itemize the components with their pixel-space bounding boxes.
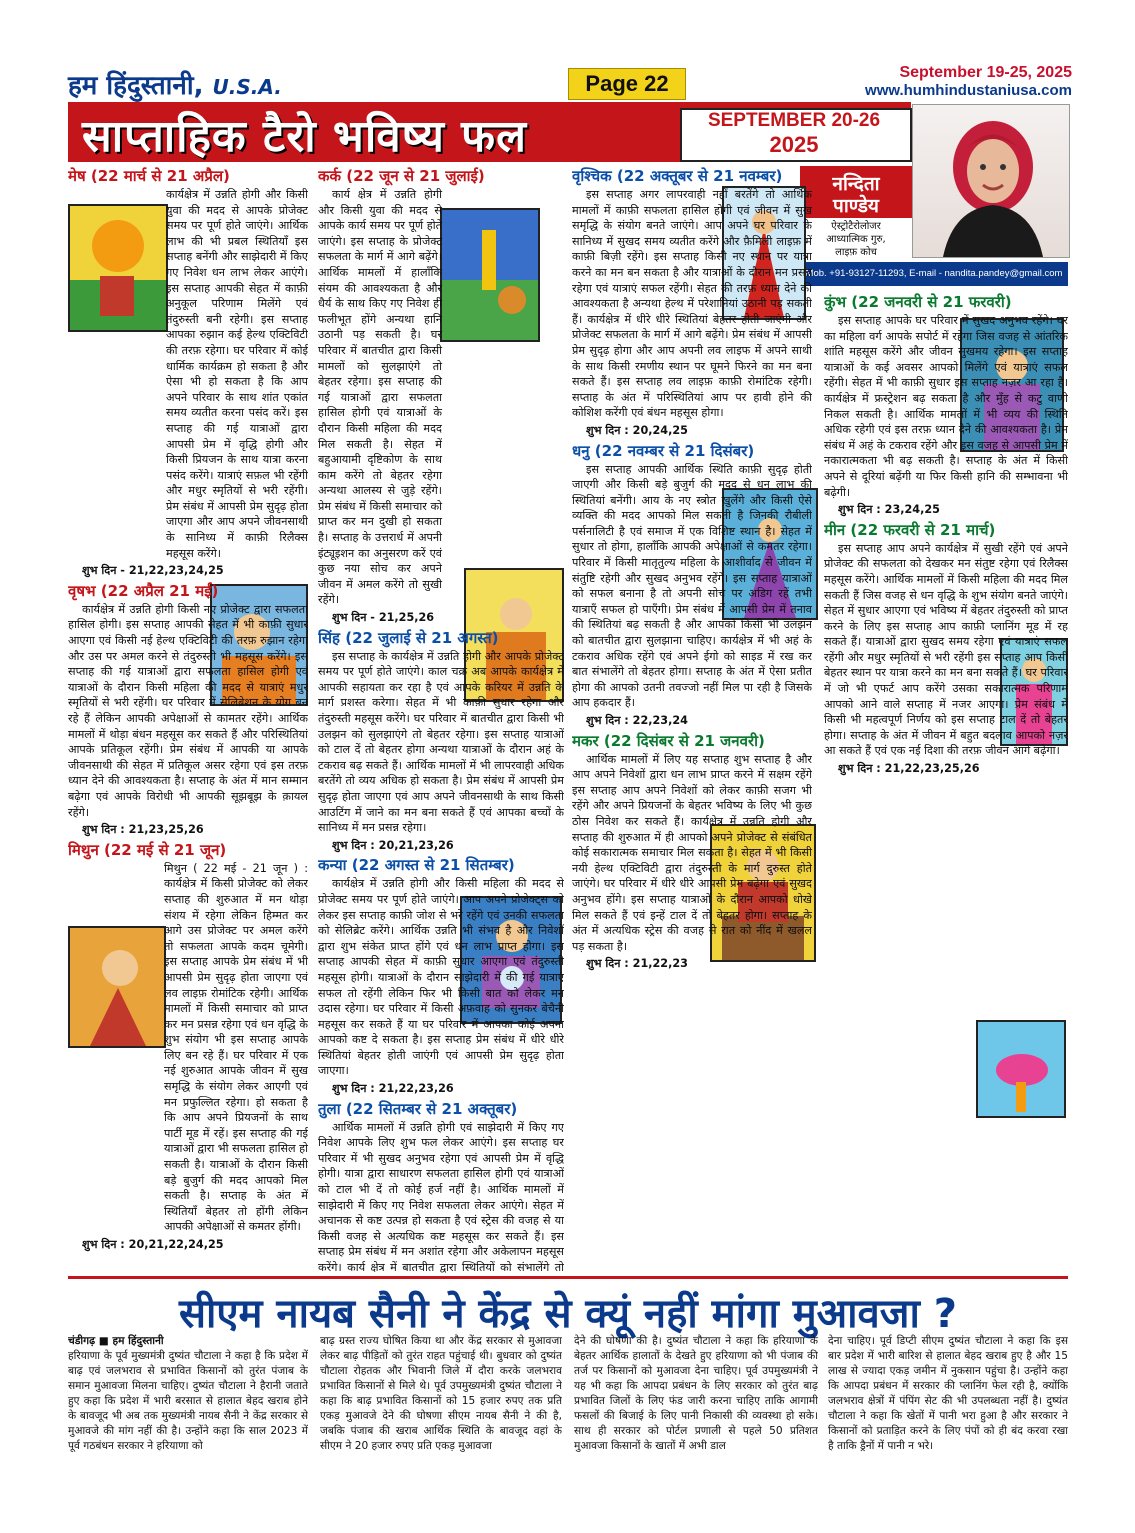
sign-title-mithun: मिथुन (22 मई से 21 जून) (68, 840, 227, 859)
horoscope-column-2 (318, 164, 564, 1274)
website-link[interactable]: www.humhindustaniusa.com (865, 82, 1072, 99)
news-text-4: देना चाहिए। पूर्व डिप्टी सीएम दुष्यंत चौटाला ने कहा कि इस बार प्रदेश में भारी बारिश से हालात बेहद खराब हुए है और 15 लाख से ज्यादा एकड़ जमीन में नुकसान पहुंचा है। उन्होंने कहा कि आपदा प्रबंधन में सरकार की प्लानिंग फेल रही है, क्योंकि जलभराव क्षेत्रों में पंपिंग सेट की भी उपलब्धता नहीं है। दुष्यंत चौटाला ने कहा कि खेतों में पानी भरा हुआ है और सरकार ने किसानों को प्रताड़ित करने के लिए पंपों को ही बंद करवा रखा है ताकि ड्रैनों में पानी न भरे। (828, 1335, 1068, 1452)
section-divider (68, 1276, 1068, 1279)
news-text-2: बाढ़ ग्रस्त राज्य घोषित किया था और केंद्र सरकार से मुआवजा लेकर बाढ़ पीड़ितों को तुरंत राहत पहुंचाई थी। बुधवार को दुष्यंत चौटाला रोहतक और भिवानी जिले में दौरा करके जलभराव प्रभावित किसानों से मिले थे। पूर्व उपमुख्यमंत्री दुष्यंत चौटाला ने कहा कि बाढ़ प्रभावित किसानों को 15 हजार रुपए तक प्रति एकड़ मुआवजे देने की घोषणा सीएम नायब सैनी ने की है, जबकि पंजाब की खराब आर्थिक स्थिति के बावजूद वहां के सीएम ने 20 हजार रुपए प्रति एकड़ मुआवजा (320, 1335, 562, 1452)
sign-title-kark: कर्क (22 जून से 21 जुलाई) (318, 167, 485, 185)
sign-text-mithun: मिथुन ( 22 मई - 21 जून ) : कार्यक्षेत्र में किसी प्रोजेक्ट को लेकर सप्ताह की शुरुआत में मन थोड़ा संशय में रहेगा लेकिन हिम्मत कर आगे उस प्रोजेक्ट पर अमल करेंगे तो सफलता आपके कदम चूमेगी। इस सप्ताह आपके प्रेम संबंध में भी आपसी प्रेम सुदृढ़ होता जाएगा एवं लव लाइफ़ रोमांटिक रहेगी। आर्थिक मामलों में किसी समाचार को प्राप्त कर मन प्रसन्न रहेगा एवं धन वृद्धि के शुभ संयोग भी इस सप्ताह आपके लिए बन रहे हैं। घर परिवार में एक नई शुरुआत आपके जीवन में सुख समृद्धि के संयोग लेकर आएगी एवं मन प्रफुल्लित रहेगा। हो सकता है कि आप अपने प्रियजनों के साथ पार्टी मूड में रहें। इस सप्ताह की गई यात्राओं द्वारा भी सफलता हासिल हो सकती है। यात्राओं के दौरान किसी बड़े बुजुर्ग की मदद आपको मिल सकती है। सप्ताह के अंत में स्थितियाँ बेहतर तो होंगी लेकिन आपकी अपेक्षाओं से कमतर होंगी। (164, 861, 308, 1234)
author-last-name: पाण्डेय (833, 195, 879, 217)
sign-days-dhanu: शुभ दिन : 22,23,24 (586, 714, 688, 727)
sign-text-kark: कार्य क्षेत्र में उन्नति होगी और किसी युवा की मदद से आपके कार्य समय पर पूर्ण होते जाएंगे। इस सप्ताह के प्रोजेक्ट सफलता के मार्ग में आगे बढ़ेंगे। आर्थिक मामलों में हालाँकि संयम की आवश्यकता है और धैर्य के साथ किए गए निवेश ही फलीभूत होंगे अन्यथा हानि उठानी पड़ सकती है। घर परिवार में बातचीत द्वारा किसी मामलों को सुलझाएंगे तो बेहतर रहेगा। इस सप्ताह की गई यात्राओं द्वारा सफलता हासिल होगी एवं यात्राओं के दौरान किसी महिला की मदद मिल सकती है। सेहत में बहुआयामी दृष्टिकोण के साथ काम करेंगे तो बेहतर रहेगा अन्यथा आलस्य से जुड़े रहेंगे। प्रेम संबंध में किसी समाचार को प्राप्त कर मन दुखी हो सकता है। सप्ताह के उत्तरार्ध में अपनी इंट्यूइशन का अनुसरण करें एवं कुछ नया सोच कर अपने जीवन में अमल करेंगे तो सुखी रहेंगे। (318, 188, 442, 607)
horoscope-column-4 (824, 290, 1068, 1274)
author-photo (912, 104, 1070, 258)
sign-text-singh: इस सप्ताह के कार्यक्षेत्र में उन्नति होगी और आपके प्रोजेक्ट समय पर पूर्ण होते जाएंगे। काल चक्र अब आपके कार्यक्षेत्र में आपकी सहायता कर रहा है एवं आपके करियर में उन्नति के मार्ग प्रशस्त करेगा। सेहत में भी काफ़ी सुधार रहेगा और तंदुरुस्ती महसूस करेंगे। घर परिवार में बातचीत द्वारा किसी भी उलझन को सुलझाएंगे तो बेहतर रहेगा। इस सप्ताह यात्राओं को टाल दें तो बेहतर होगा अन्यथा यात्राओं के दौरान अहं के टकराव बढ़ सकते हैं। आर्थिक मामलों में भी लापरवाही अधिक बरतेंगे तो व्यय अधिक हो सकता है। प्रेम संबंध में आपसी प्रेम सुदृढ़ होता जाएगा एवं आप अपने जीवनसाथी के साथ किसी आउटिंग में जाने का मन बना सकते हैं एवं आपका बच्चों के सानिध्य में मन प्रसन्न रहेगा। (318, 649, 564, 835)
sign-days-kumbh: शुभ दिन : 23,24,25 (838, 503, 940, 517)
sign-title-kumbh: कुंभ (22 जनवरी से 21 फरवरी) (824, 293, 1012, 311)
horoscope-column-1 (68, 164, 308, 1274)
sign-text-meen: इस सप्ताह आप अपने कार्यक्षेत्र में सुखी रहेंगे एवं अपने प्रोजेक्ट की सफलता को देखकर मन संतुष्ट रहेगा एवं रिलैक्स महसूस करेंगे। आर्थिक मामलों में किसी महिला की मदद मिल सकती हैं जिस वजह से धन वृद्धि के शुभ संयोग बनते जाएंगे। सेहत में सुधार आएगा एवं भविष्य में बेहतर तंदुरुस्ती को प्राप्त करने के लिए इस सप्ताह आप काफ़ी प्लानिंग मूड में रह सकते हैं। यात्राओं द्वारा सुखद समय रहेगा एवं यात्राएं सफल रहेंगी और मधुर स्मृतियों से भरी रहेंगी इस सप्ताह आप किसी बेहतर स्थान पर यात्रा करने का मन बना सकते हैं। घर परिवार में जो भी एफर्ट आप करेंगे उसका सकारात्मक परिणाम आपको आने वाले सप्ताह में नजर आएगा। प्रेम संबंध में किसी भी महत्वपूर्ण निर्णय को इस सप्ताह टाल दें तो बेहतर होगा। सप्ताह के अंत में जीवन में बहुत बदलाव आपको नज़र आ सकते हैं एवं एक नई दिशा की तरफ़ जीवन आगे बढ़ेगा। (824, 541, 1068, 758)
sign-text-dhanu: इस सप्ताह आपकी आर्थिक स्थिति काफ़ी सुदृढ़ होती जाएगी और किसी बड़े बुजुर्ग की मदद से धन लाभ की स्थितियां बनेंगी। आय के नए स्त्रोत खुलेंगे और किसी ऐसे व्यक्ति की मदद आपको मिल सकती है जिनकी रौबीली पर्सनालिटी है एवं समाज में एक विशिष्ट स्थान है। सेहत में सुधार तो होगा, हालाँकि आपकी अपेक्षाओं से कमतर रहेगा। परिवार में किसी मातृतुल्य महिला के आशीर्वाद से जीवन में संतुष्टि रहेगी और सुखद अनुभव रहेंगे। इस सप्ताह यात्राओं को सफल बनाना है तो अपनी सोच पर अडिग रहें तभी यात्राएँ सफल हो पाएँगी। प्रेम संबंध में आपसी प्रेम में तनाव की स्थितियां बढ़ सकती है और आपको किसी भी उलझन को बातचीत द्वारा सुलझाना चाहिए। कार्यक्षेत्र में भी अहं के टकराव अधिक रहेंगे एवं अपने ईगो को साइड में रख कर बात संभालेंगे तो बेहतर होगा। सप्ताह के अंत में ऐसा प्रतीत होगा की आपको उतनी तवज्जो नहीं मिल पा रही है जिसके आप हकदार हैं। (572, 462, 812, 710)
sign-text-kanya: कार्यक्षेत्र में उन्नति होगी और किसी महिला की मदद से प्रोजेक्ट समय पर पूर्ण होते जाएंगे। आप अपने प्रोजेक्ट्स को लेकर इस सप्ताह काफ़ी जोश से भरे रहेंगे एवं उनकी सफलता को सेलिब्रेट करेंगे। आर्थिक उन्नति भी संभव है और निवेशों द्वारा शुभ संकेत प्राप्त होंगे एवं धन लाभ प्राप्त होगा। इस सप्ताह आपकी सेहत में काफ़ी सुधार आएगा एवं तंदुरुस्ती महसूस होगी। यात्राओं के दौरान साझेदारी में की गई यात्राएं सफल तो रहेंगी लेकिन फिर भी किसी बात को लेकर मन उदास रहेगा। घर परिवार में किसी अफ़वाह को सुनकर बेचैनी महसूस कर सकते हैं या घर परिवार में आपका कोई अपना आपको कष्ट दे सकता है। इस सप्ताह प्रेम संबंध में धीरे धीरे स्थितियां बेहतर होती जाएंगी एवं आपसी प्रेम सुदृढ़ होता जाएगा। (318, 877, 564, 1078)
news-headline: सीएम नायब सैनी ने केंद्र से क्यूं नहीं मांगा मुआवजा ? (179, 1291, 957, 1337)
author-role (800, 218, 912, 261)
sign-title-meen: मीन (22 फरवरी से 21 मार्च) (824, 520, 996, 539)
sign-text-tula: आर्थिक मामलों में उन्नति होगी एवं साझेदारी में किए गए निवेश आपके लिए शुभ फल लेकर आएंगे। इस सप्ताह घर परिवार में भी सुखद अनुभव रहेगा एवं आपसी प्रेम में वृद्धि होगी। यात्रा द्वारा साधारण सफलता हासिल होगी एवं यात्राओं को टाल भी दें तो कोई हर्ज नहीं है। आर्थिक मामलों में साझेदारी में किए गए निवेश सफलता लेकर आएंगे। सेहत में अचानक से कष्ट उत्पन्न हो सकता है एवं स्ट्रेस की वजह से या किसी वजह से अत्यधिक कष्ट महसूस कर सकते हैं। इस सप्ताह प्रेम संबंध में मन अशांत रहेगा और अकेलापन महसूस करेंगे। कार्य क्षेत्र में बातचीत द्वारा स्थितियों को संभालेंगे तो (318, 1120, 564, 1274)
sign-days-kanya: शुभ दिन : 21,22,23,26 (332, 1082, 454, 1096)
news-column-2 (320, 1334, 562, 1524)
horoscope-column-3 (572, 164, 812, 1274)
sign-days-makar: शुभ दिन : 21,22,23 (586, 957, 688, 971)
sign-text-mesh: कार्यक्षेत्र में उन्नति होगी और किसी युवा की मदद से आपके प्रोजेक्ट समय पर पूर्ण होते जाएंगे। आर्थिक लाभ की भी प्रबल स्थितियाँ इस सप्ताह बनेंगी और साझेदारी में किए गए निवेश धन लाभ लेकर आएंगे। इस सप्ताह आपकी सेहत में काफ़ी अनुकूल परिणाम मिलेंगे एवं तंदुरुस्ती बनी रहेगी। इस सप्ताह आपका रुझान कई हेल्थ एक्टिविटी की तरफ़ रहेगा। घर परिवार में कोई धार्मिक कार्यक्रम हो सकता है और ऐसा भी हो सकता है कि आप अपने परिवार के साथ शांत एकांत समय व्यतीत करना पसंद करें। इस सप्ताह की गई यात्राओं द्वारा आपसी प्रेम में वृद्धि होगी और किसी प्रियजन के साथ यात्रा करना पसंद करेंगे। यात्राएं सफ़ल भी रहेंगी और मधुर स्मृतियों से भरी रहेंगी। प्रेम संबंध में आपसी प्रेम सुदृढ़ होता जाएगा और आप अपने जीवनसाथी के सानिध्य में काफ़ी रिलैक्स महसूस करेंगे। (166, 188, 308, 560)
author-role-line2: आध्यात्मिक गुरु, (826, 234, 886, 245)
masthead-brand: हम हिंदुस्तानी, U.S.A. (68, 71, 282, 101)
sign-title-tula: तुला (22 सितम्बर से 21 अक्तूबर) (318, 1099, 518, 1118)
week-range: SEPTEMBER 20-26 (707, 110, 881, 131)
news-text-3: देने की घोषणा की है। दुष्यंत चौटाला ने कहा कि हरियाणा के बेहतर आर्थिक हालातों के देखते हुए हरियाणा को भी पंजाब की तर्ज पर किसानों को मुआवजा देना चाहिए। पूर्व उपमुख्यमंत्री ने यह भी कहा कि आपदा प्रबंधन के लिए सरकार को तुरंत बाढ़ प्रभावित जिलों के लिए फंड जारी करना चाहिए ताकि आगामी फसलों की बिजाई के लिए पानी निकासी की व्यवस्था हो सके। साथ ही सरकार को पोर्टल प्रणाली से पहले 50 प्रतिशत मुआवजा किसानों के खातों में अभी डाल (574, 1335, 818, 1452)
author-first-name: नन्दिता (832, 173, 880, 195)
author-contact: Mob. +91-93127-11293, E-mail - nandita.pandey@gmail.com (800, 262, 1068, 286)
week-year: 2025 (769, 132, 819, 157)
sign-days-singh: शुभ दिन : 20,21,23,26 (332, 838, 454, 852)
sign-title-vrishabh: वृषभ (22 अप्रैल 21 मई) (68, 581, 219, 600)
section-title: साप्ताहिक टैरो भविष्य फल (82, 111, 527, 162)
news-column-4 (828, 1334, 1068, 1524)
page-number: Page 22 (568, 68, 686, 100)
sign-days-kark: शुभ दिन - 21,25,26 (332, 611, 435, 625)
masthead-usa: U.S.A. (212, 75, 282, 99)
author-role-line3: लाइफ़ कोच (835, 247, 877, 258)
news-dateline: चंडीगढ़ ■ हम हिंदुस्तानी (68, 1335, 164, 1347)
sign-days-vrishabh: शुभ दिन : 21,23,25,26 (82, 823, 204, 837)
sign-text-vrishabh: कार्यक्षेत्र में उन्नति होगी किसी नए प्रोजेक्ट द्वारा सफलता हासिल होगी। इस सप्ताह आपकी सेहत में भी काफ़ी सुधार आएगा एवं किसी नई हेल्थ एक्टिविटी की तरफ़ रुझान रहेगा और उस पर अमल करने से तंदुरुस्ती भी महसूस करेंगे। इस सप्ताह की गई यात्राओं द्वारा सफलता हासिल होगी एवं यात्राओं के दौरान किसी महिला की मदद से यात्राएं मधुर स्मृतियों से भरी रहेंगी। घर परिवार में सेलिब्रेशन के योग बन रहे हैं लेकिन आपकी अपेक्षाओं से कामतर रहेंगे। आर्थिक मामलों में थोड़ा बंधन महसूस कर सकते हैं और परिस्थितियां आपके प्रतिकूल रहेंगी। प्रेम संबंध में आपकी या आपके जीवनसाथी की सेहत में प्रतिकूल असर रहेगा एवं इस तरफ़ ध्यान देने की आवश्यकता है। सप्ताह के अंत में मान सम्मान बढ़ेगा एवं आपके विरोधी भी आपकी सूझबूझ के क़ायल रहेंगे। (68, 602, 308, 819)
sign-days-vrishchik: शुभ दिन : 20,24,25 (586, 423, 688, 437)
sign-title-mesh: मेष (22 मार्च से 21 अप्रैल) (68, 167, 230, 185)
author-role-line1: ऐस्ट्रोटैरोलोजर (831, 221, 881, 232)
news-text-1: हरियाणा के पूर्व मुख्यमंत्री दुष्यंत चौटाला ने कहा है कि प्रदेश में बाढ़ एवं जलभराव से प्रभावित किसानों को तुरंत पंजाब के समान मुआवजा मिलना चाहिए। दुष्यंत चौटाला ने हैरानी जताते हुए कहा कि प्रदेश में भारी बरसात से हालात बेहद खराब होने के बावजूद भी अब तक मुख्यमंत्री नायब सैनी ने केंद्र सरकार से मुआवजे की मांग नहीं की है। उन्होंने कहा कि साल 2023 में पूर्व गठबंधन सरकार ने हरियाणा को (68, 1350, 308, 1452)
sign-title-singh: सिंह (22 जुलाई से 21 अगस्त) (318, 628, 499, 647)
sign-title-vrishchik: वृश्चिक (22 अक्तूबर से 21 नवम्बर) (572, 167, 783, 185)
news-column-3 (574, 1334, 818, 1524)
sign-days-mesh: शुभ दिन - 21,22,23,24,25 (82, 564, 224, 578)
sign-text-kumbh: इस सप्ताह आपके घर परिवार में सुखद अनुभव रहेंगे। घर का महिला वर्ग आपके सपोर्ट में रहेगा जिस वजह से आंतरिक शांति महसूस करेंगे और जीवन सुखमय रहेगा। इस सप्ताह यात्राओं के कई अवसर आपको मिलेंगे एवं यात्राएं सफल रहेंगी। सेहत में भी काफ़ी सुधार इस सप्ताह नज़र आ रहा है। कार्यक्षेत्र में फ्रस्ट्रेशन बढ़ सकता है और मुँह से कटु वाणी निकल सकती है। आर्थिक मामलों में भी व्यय की स्थिति अधिक रहेगी एवं इस तरफ़ ध्यान देने की आवश्यकता है। प्रेम संबंध में अहं के टकराव रहेंगे और इस वजह से आपसी प्रेम में नकारात्मकता भी बढ़ सकती है। सप्ताह के अंत में किसी अपने से दूरियां बढ़ेंगी या फिर किसी हानि की सम्भावना भी बढ़ेगी। (824, 314, 1068, 499)
sign-days-meen: शुभ दिन : 21,22,23,25,26 (838, 762, 980, 776)
issue-date: September 19-25, 2025 (899, 64, 1072, 81)
sign-days-mithun: शुभ दिन : 20,21,22,24,25 (82, 1238, 224, 1251)
sign-title-makar: मकर (22 दिसंबर से 21 जनवरी) (572, 731, 765, 750)
sign-text-vrishchik: इस सप्ताह अगर लापरवाही नहीं बरतेंगे तो आर्थिक मामलों में काफ़ी सफलता हासिल होगी एवं जीवन में सुख समृद्धि के संयोग बनते जाएंगे। आप अपने घर परिवार के सानिध्य में सुखद समय व्यतीत करेंगे और फ़ैमिली लाइफ़ में काफ़ी बिज़ी रहेंगे। इस सप्ताह किसी नए स्थान पर यात्रा करने का मन बन सकता है और यात्राओं के दौरान मन प्रसन्न रहेगा एवं यात्राएं सफल रहेंगी। सेहत की तरफ़ ध्यान देने की आवश्यकता है अन्यथा हेल्थ में परेशानियां उठानी पड़ सकती हैं। कार्यक्षेत्र में धीरे धीरे स्थितियां बेहतर होती जाएंगी और प्रोजेक्ट सफलता के मार्ग में आगे बढ़ेंगे। प्रेम संबंध में आपसी प्रेम सुदृढ़ होगा और आप अपनी लव लाइफ में अपने साथी के साथ किसी रमणीय स्थान पर घूमने फिरने का मन बना सकते हैं। इस सप्ताह लव लाइफ़ काफ़ी रोमांटिक रहेगी। सप्ताह के अंत में परिस्थितियां आप पर हावी होने की कोशिश करेंगी एवं बंधन महसूस होगा। (572, 188, 812, 420)
sign-text-makar: आर्थिक मामलों में लिए यह सप्ताह शुभ सप्ताह है और आप अपने निवेशों द्वारा धन लाभ प्राप्त करने में सक्षम रहेंगे इस सप्ताह आप अपने निवेशों को लेकर काफ़ी सजग भी रहेंगे और अपने प्रियजनों के बेहतर भविष्य के लिए भी कुछ ठोस निवेश कर सकते हैं। कार्यक्षेत्र में उन्नति होगी और सप्ताह की शुरुआत में ही आपको अपने प्रोजेक्ट से संबंधित कोई सकारात्मक समाचार मिल सकता है। सेहत में भी किसी नयी हेल्थ एक्टिविटी द्वारा तंदुरुस्ती के मार्ग दुरुस्त होते जाएंगे। घर परिवार में धीरे धीरे आपसी प्रेम बढ़ेगा एवं सुखद अनुभव होंगे। इस सप्ताह यात्राओं के दौरान आपको धोखे मिल सकते हैं एवं इन्हें टाल दें तो बेहतर होगा। सप्ताह के अंत में अत्यधिक स्ट्रेस की वजह से रात को नींद में खलल पड़ सकता है। (572, 752, 812, 953)
sign-title-dhanu: धनु (22 नवम्बर से 21 दिसंबर) (572, 441, 755, 460)
sign-title-kanya: कन्या (22 अगस्त से 21 सितम्बर) (318, 856, 515, 875)
news-column-1 (68, 1334, 308, 1524)
